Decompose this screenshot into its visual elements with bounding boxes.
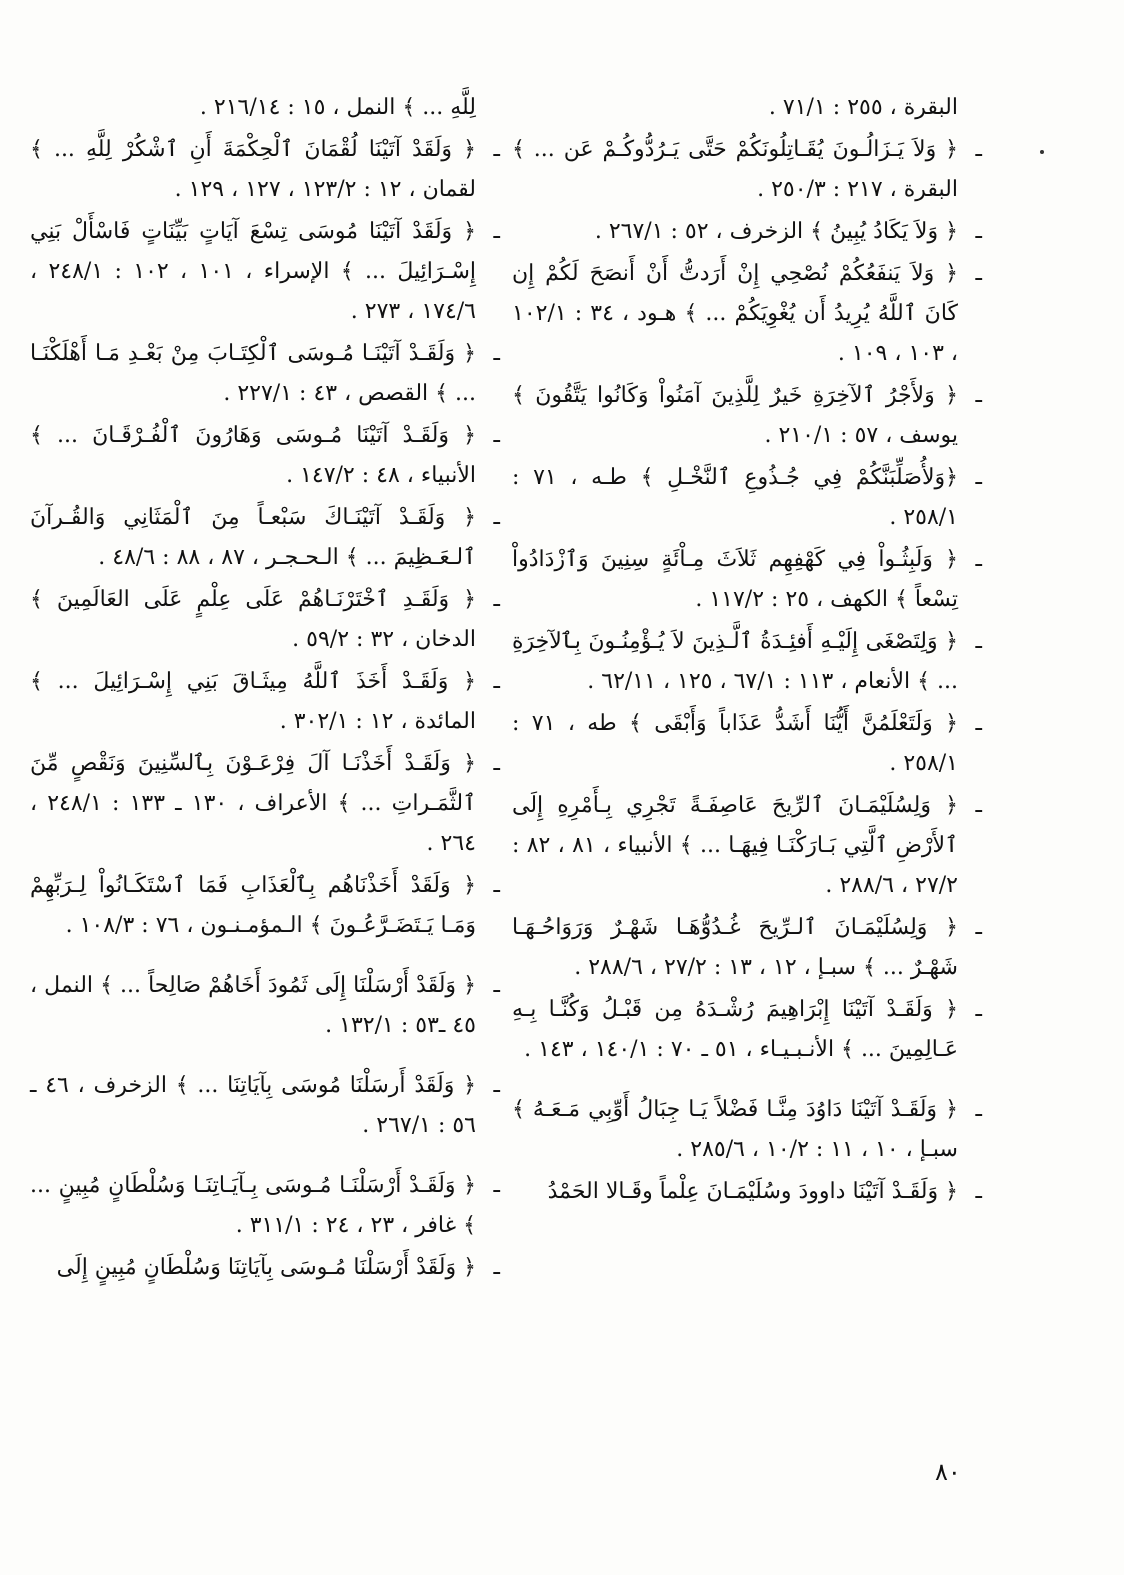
index-entry: [30, 966, 500, 1046]
index-entry: [30, 334, 500, 414]
entry-text: ﴿ وَلَقَـدِ ٱخْتَرْنَـاهُمْ عَلَى عِلْمٍ عَلَى العَالَمِينَ ﴾ الدخان ، ٣٢ : ٥٩/٢ .: [30, 587, 476, 652]
entry-text: ﴿ وَلاَ يَكَادُ يُبِينُ ﴾ الزخرف ، ٥٢ : ٢٦٧/١ .: [594, 219, 958, 244]
index-entry: [512, 130, 982, 210]
index-entry: [30, 1166, 500, 1246]
entry-dash: ـ: [975, 383, 982, 408]
index-entry: [30, 744, 500, 864]
entry-text: ﴿ وَلأَجْرُ ٱلآخِرَةِ خَيرٌ لِلَّذِينَ آمَنُواْ وَكَانُوا يَتَّقُونَ ﴾ يوسف ، ٥٧ : ٢١٠/١ .: [512, 383, 958, 448]
entry-text: ﴿ وَلاَ يَـزَالُـونَ يُقَـاتِلُونَكُمْ حَتَّى يَـرُدُّوكُـمْ عَن ... ﴾ البقرة ، ٢١٧ : ٢٥٠/٣ .: [512, 137, 958, 202]
entry-dash: ـ: [975, 261, 982, 286]
index-entry: [512, 458, 982, 538]
entry-dash: ـ: [975, 465, 982, 490]
entry-dash: ـ: [975, 793, 982, 818]
index-entry: [30, 1248, 500, 1288]
entry-text: ﴿ وَلَتَعْلَمُنَّ أَيُّنَا أَشَدُّ عَذَاباً وَأَبْقَى ﴾ طه ، ٧١ : ٢٥٨/١ .: [512, 711, 959, 776]
entry-text: ﴿وَلأُصَلِّبَنَّكُمْ فِي جُـذُوعِ ٱلنَّخْـلِ ﴾ طـه ، ٧١ : ٢٥٨/١ .: [512, 465, 959, 530]
entry-dash: ـ: [493, 1255, 500, 1280]
index-entry: [512, 786, 982, 906]
entry-gap: [30, 1048, 500, 1066]
index-entry: [512, 376, 982, 456]
entry-gap: [512, 1072, 982, 1090]
index-entry: [512, 990, 982, 1070]
entry-dash: ـ: [493, 137, 500, 162]
entry-gap: [30, 948, 500, 966]
index-entry: [30, 498, 500, 578]
index-entry: [512, 908, 982, 988]
entry-dash: ـ: [975, 915, 982, 940]
scan-speck: [1040, 150, 1044, 154]
index-entry: [30, 866, 500, 946]
entry-text: ﴿ وَلِسُلَيْمَـانَ ٱلرِّيحَ عَاصِفَـةً تَجْرِي بِـأَمْرِهِ إِلَى ٱلأَرْضِ ٱلَّتِي بَـارَكْنَـا فِيهَـا ... ﴾ الأنبياء ، ٨١ ، ٨٢ : ٢٧/٢ ، ٢٨٨/٦ .: [512, 793, 958, 898]
entry-text: ﴿ وَلَقَـدْ آتَيْنَـاكَ سَبْعـاً مِنَ ٱلْمَثَانِي وَالقُـرآنَ ٱلـعَـظِيمَ ... ﴾ الـحـجـر ، ٨٧ ، ٨٨ : ٤٨/٦ .: [30, 505, 476, 570]
entry-gap: [30, 1148, 500, 1166]
entry-text: ﴿ وَلَقَـدْ آتَيْنَا إِبْرَاهِيمَ رُشْـدَهُ مِن قَبْـلُ وَكُنَّـا بِـهِ عَـالِمِينَ ... ﴾ الأنـبـيـاء ، ٥١ ـ ٧٠ : ١٤٠/١ ، ١٤٣ .: [512, 997, 958, 1062]
entry-dash: ـ: [493, 873, 500, 898]
entry-dash: ـ: [493, 219, 500, 244]
index-entry: [512, 1172, 982, 1212]
index-entry: [30, 580, 500, 660]
index-entry: [30, 662, 500, 742]
entry-text: ﴿ وَلَقَدْ آتَيْنَا لُقْمَانَ ٱلْحِكْمَةَ أَنِ ٱشْكُرْ لِلَّهِ ... ﴾ لقمان ، ١٢ : ١٢٣/٢ ، ١٢٧ ، ١٢٩ .: [30, 137, 476, 202]
entry-text: ﴿ وَلَقَـدْ آتَيْنَا مُـوسَى وَهَارُونَ ٱلْفُـرْقَـانَ ... ﴾ الأنبياء ، ٤٨ : ١٤٧/٢ .: [30, 423, 476, 488]
entry-dash: ـ: [493, 505, 500, 530]
entry-dash: ـ: [493, 973, 500, 998]
entry-dash: ـ: [493, 669, 500, 694]
entry-dash: ـ: [493, 1073, 500, 1098]
index-entry: [30, 1066, 500, 1146]
entry-text: ﴿ وَلَقَـدْ آتَيْنَا دَاوُدَ مِنَّـا فَضْلاً يَـا جِبَالُ أَوِّبِي مَـعَـهُ ﴾ سبـإ ، ١٠ ، ١١ : ١٠/٢ ، ٢٨٥/٦ .: [512, 1097, 958, 1162]
index-entry: [512, 1090, 982, 1170]
entry-text: ﴿ وَلَبِثُـواْ فِي كَهْفِهِم ثَلاَثَ مِـاْئَةٍ سِنِينَ وَٱزْدَادُواْ تِسْعاً ﴾ الكهف ، ٢٥ : ١١٧/٢ .: [512, 547, 958, 612]
entry-text: ﴿ وَلَقَدْ آتَيْنَا مُوسَى تِسْعَ آيَاتٍ بَيِّنَاتٍ فَاسْأَلْ بَنِي إِسْـرَائِيلَ ... ﴾ الإسراء ، ١٠١ ، ١٠٢ : ٢٤٨/١ ، ١٧٤/٦ ، ٢٧٣ .: [30, 219, 477, 324]
entry-dash: ـ: [975, 997, 982, 1022]
entry-dash: ـ: [975, 1179, 982, 1204]
entry-dash: ـ: [493, 341, 500, 366]
entry-dash: ـ: [493, 1173, 500, 1198]
entry-dash: ـ: [975, 219, 982, 244]
index-entry: [512, 704, 982, 784]
entry-dash: ـ: [493, 751, 500, 776]
entry-text: ﴿ وَلَقَـدْ أَرْسَلْنَـا مُـوسَى بِـآيَـاتِنَـا وَسُلْطَانٍ مُبِينٍ ... ﴾ غافر ، ٢٣ ، ٢٤ : ٣١١/١ .: [30, 1173, 476, 1238]
entry-dash: ـ: [975, 629, 982, 654]
entry-text: ﴿ وَلَقَدْ أَرْسَلْنَا مُـوسَى بِآيَاتِنَا وَسُلْطَانٍ مُبِينٍ إِلَى: [56, 1255, 476, 1280]
entry-text: لِلَّهِ ... ﴾ النمل ، ١٥ : ٢١٦/١٤ .: [199, 95, 476, 120]
index-column-right: [512, 88, 982, 1214]
entry-dash: ـ: [493, 423, 500, 448]
entry-text: البقرة ، ٢٥٥ : ٧١/١ .: [768, 95, 958, 120]
entry-text: ﴿ وَلَقَدْ أَرسَلْنَا مُوسَى بِآيَاتِنَا ... ﴾ الزخرف ، ٤٦ ـ ٥٦ : ٢٦٧/١ .: [30, 1073, 476, 1138]
index-entry: [512, 540, 982, 620]
index-entry: [30, 130, 500, 210]
entry-dash: ـ: [493, 587, 500, 612]
index-entry: [30, 212, 500, 332]
entry-text: ﴿ وَلِسُلَيْمَـانَ ٱلـرِّيحَ غُـدُوُّهَـا شَهْـرٌ وَرَوَاحُـهَـا شَهْـرٌ ... ﴾ سبـإ ، ١٢ ، ١٣ : ٢٧/٢ ، ٢٨٨/٦ .: [512, 915, 958, 980]
entry-text: ﴿ وَلِتَصْغَى إِلَيْـهِ أَفئِـدَةُ ٱلَّـذِينَ لاَ يُـؤْمِنُـونَ بِٱلآخِرَةِ ... ﴾ الأنعام ، ١١٣ : ٦٧/١ ، ١٢٥ ، ٦٢/١١ .: [512, 629, 958, 694]
entry-dash: ـ: [975, 547, 982, 572]
entry-dash: ـ: [975, 711, 982, 736]
entry-text: ﴿ وَلاَ يَنفَعُكُمْ نُصْحِي إِنْ أَرَدتُّ أَنْ أَنصَحَ لَكُمْ إِن كَانَ ٱللَّهُ يُرِيدُ أَن يُغْوِيَكُمْ ... ﴾ هـود ، ٣٤ : ١٠٢/١ ، ١٠٣ ، ١٠٩ .: [512, 261, 959, 366]
index-column-left: [30, 88, 500, 1290]
index-entry: [512, 212, 982, 252]
entry-dash: ـ: [975, 1097, 982, 1122]
index-entry: [30, 88, 500, 128]
entry-text: ﴿ وَلَقَـدْ أَخَذْنَـا آلَ فِرْعَـوْنَ بِٱلسِّنِينَ وَنَقْصٍ مِّنَ ٱلثَّمَـراتِ ... ﴾ الأعراف ، ١٣٠ ـ ١٣٣ : ٢٤٨/١ ، ٢٦٤ .: [30, 751, 477, 856]
index-entry: [30, 416, 500, 496]
entry-dash: ـ: [975, 137, 982, 162]
index-entry: [512, 622, 982, 702]
entry-text: ﴿ وَلَقَـدْ آتَيْنَـا مُـوسَى ٱلْكِتَـابَ مِنْ بَعْـدِ مَـا أَهْلَكْنَـا ... ﴾ القصص ، ٤٣ : ٢٢٧/١ .: [30, 341, 476, 406]
entry-text: ﴿ وَلَقَدْ أَرْسَلْنَا إِلَى ثَمُودَ أَخَاهُمْ صَالِحاً ... ﴾ النمل ، ٤٥ ـ٥٣ : ١٣٢/١ .: [30, 973, 476, 1038]
entry-text: ﴿ وَلَقَـدْ آتَيْنَا داوودَ وسُلَيْمَـانَ عِلْماً وقَـالا الحَمْدُ: [547, 1179, 958, 1204]
index-entry: [512, 254, 982, 374]
index-entry: [512, 88, 982, 128]
entry-text: ﴿ وَلَقَـدْ أَخَذَ ٱللَّهُ مِيثَـاقَ بَنِي إِسْـرَائِيلَ ... ﴾ المائدة ، ١٢ : ٣٠٢/١ .: [30, 669, 476, 734]
page-number: ٨٠: [935, 1458, 961, 1486]
entry-text: ﴿ وَلَقَدْ أَخَذْنَاهُم بِٱلْعَذَابِ فَمَا ٱسْتَكَـانُواْ لِـرَبِّهِمْ وَمَـا يَـتَضَـرَّعُـونَ ﴾ الـمؤمـنـون ، ٧٦ : ١٠٨/٣ .: [30, 873, 476, 938]
